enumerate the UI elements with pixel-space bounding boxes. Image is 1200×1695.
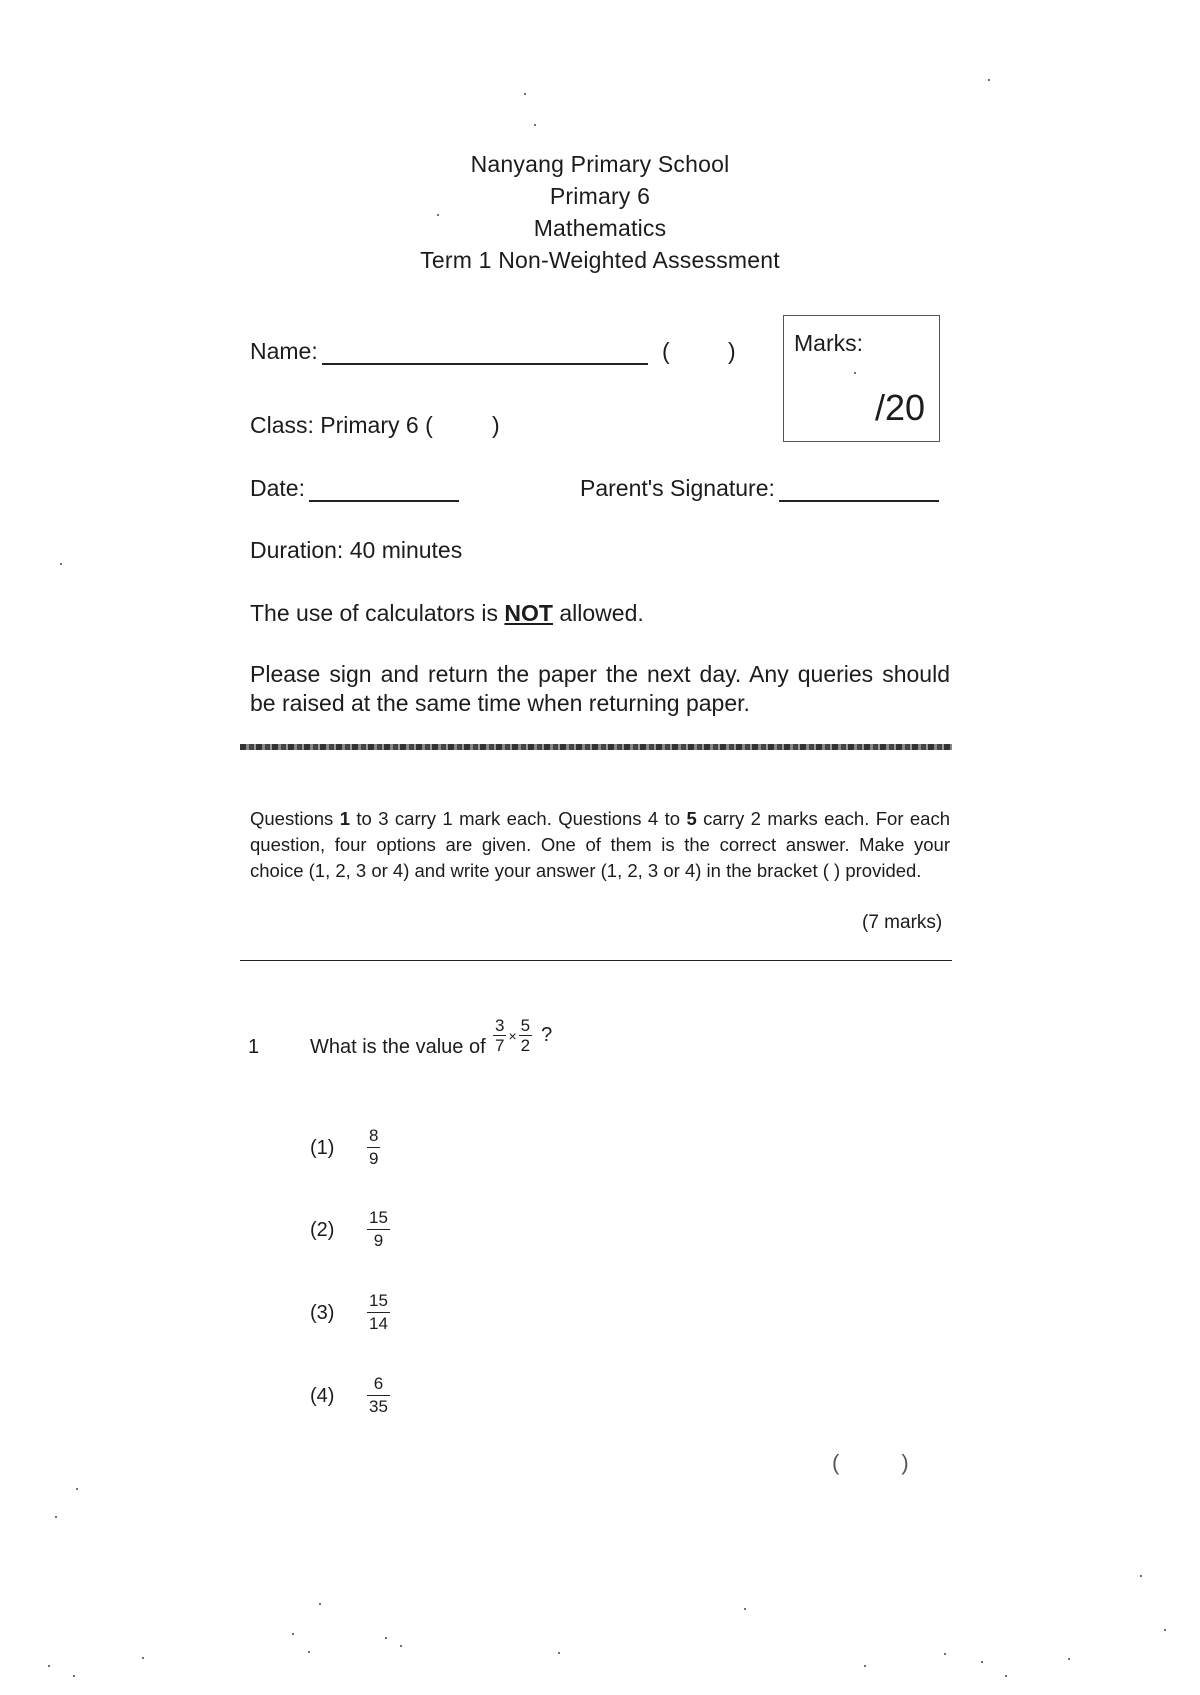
fraction-b-den: 2 <box>520 1036 531 1055</box>
scan-speck <box>558 1652 560 1654</box>
name-field <box>250 338 648 365</box>
question-expression <box>492 1016 552 1055</box>
date-field <box>250 475 459 502</box>
class-close: ) <box>492 412 500 438</box>
marks-label: Marks: <box>794 330 863 356</box>
option-den: 9 <box>367 1229 390 1252</box>
option-num: 6 <box>373 1374 384 1393</box>
option-label: (4) <box>310 1385 335 1407</box>
option-den: 35 <box>369 1397 388 1416</box>
scan-speck <box>385 1637 387 1639</box>
option-num: 15 <box>369 1291 388 1310</box>
fraction-b <box>519 1016 532 1055</box>
calc-text-2: allowed. <box>552 600 644 626</box>
paper-header <box>0 148 1200 276</box>
scan-speck <box>1005 1675 1007 1677</box>
calculator-notice <box>250 600 644 627</box>
scan-speck <box>142 1657 144 1659</box>
question-text: What is the value of <box>310 1036 486 1058</box>
scan-speck <box>864 1665 866 1667</box>
section-divider <box>240 744 952 750</box>
name-label: Name: <box>250 338 318 364</box>
calc-text-1: The use of calculators is <box>250 600 505 626</box>
signature-blank[interactable] <box>779 480 939 502</box>
section-marks: (7 marks) <box>862 912 943 933</box>
instr-text-1: Questions <box>250 808 340 829</box>
level: Primary 6 <box>549 183 651 209</box>
signature-label: Parent's Signature: <box>580 475 775 501</box>
school-name: Nanyang Primary School <box>470 151 730 177</box>
scan-speck <box>988 79 990 81</box>
class-label: Class: Primary 6 ( <box>250 412 433 438</box>
answer-bracket[interactable] <box>832 1450 909 1476</box>
answer-bracket-open: ( <box>832 1450 840 1475</box>
answer-bracket-close: ) <box>901 1450 909 1475</box>
option-fraction <box>367 1207 390 1252</box>
scan-speck <box>308 1651 310 1653</box>
scan-speck <box>73 1675 75 1677</box>
scan-speck <box>944 1653 946 1655</box>
scan-speck <box>76 1488 78 1490</box>
register-number-close: ) <box>728 338 736 364</box>
fraction-a <box>493 1016 506 1055</box>
scan-speck <box>400 1645 402 1647</box>
question-mark: ? <box>541 1024 553 1046</box>
option-label: (1) <box>310 1137 335 1159</box>
scan-speck <box>292 1633 294 1635</box>
fraction-a-num: 3 <box>495 1016 505 1035</box>
scan-speck <box>437 214 439 216</box>
scan-speck <box>1164 1629 1166 1631</box>
fraction-a-den: 7 <box>495 1036 505 1055</box>
subject: Mathematics <box>533 215 667 241</box>
times-sign: × <box>508 1027 517 1044</box>
assessment-title: Term 1 Non-Weighted Assessment <box>420 247 780 273</box>
scan-speck <box>1140 1575 1142 1577</box>
instr-text-2: to 3 carry 1 mark each. Questions 4 to <box>350 808 687 829</box>
option-fraction <box>367 1373 390 1418</box>
signature-field <box>580 475 939 502</box>
calc-not: NOT <box>504 600 553 626</box>
question-number: 1 <box>248 1036 260 1058</box>
instr-q5: 5 <box>686 808 697 829</box>
duration: Duration: 40 minutes <box>250 537 463 563</box>
name-blank[interactable] <box>322 341 648 365</box>
return-notice: Please sign and return the paper the next day. Any queries should be raised at the same time when returning paper. <box>250 661 950 716</box>
scan-speck <box>534 124 536 126</box>
option-den: 14 <box>369 1314 388 1333</box>
option-den: 9 <box>369 1149 379 1168</box>
marks-box <box>783 315 940 442</box>
option-label: (2) <box>310 1219 335 1241</box>
scan-speck <box>854 372 856 374</box>
scan-speck <box>744 1608 746 1610</box>
instr-text-3: carry 2 marks each. For each question, four options are given. One of them is the correct answer. Make your choice (1, 2, 3 or 4) and write your answer (1, 2, 3 or 4) in the bracket ( ) provided. <box>250 808 950 881</box>
option-label: (3) <box>310 1302 335 1324</box>
scan-speck <box>1068 1658 1070 1660</box>
scan-speck <box>524 93 526 95</box>
option-num: 8 <box>369 1126 379 1145</box>
option-fraction <box>367 1125 380 1170</box>
date-blank[interactable] <box>309 480 459 502</box>
question-divider <box>240 960 952 961</box>
option-num: 15 <box>369 1208 388 1227</box>
date-label: Date: <box>250 475 305 501</box>
register-number-open: ( <box>662 338 670 364</box>
scan-speck <box>55 1516 57 1518</box>
marks-total: /20 <box>874 387 925 428</box>
scan-speck <box>319 1603 321 1605</box>
instructions <box>250 806 950 884</box>
instr-q1: 1 <box>339 808 350 829</box>
scan-speck <box>60 563 62 565</box>
scan-speck <box>981 1661 983 1663</box>
option-fraction <box>367 1290 390 1335</box>
scan-speck <box>48 1665 50 1667</box>
fraction-b-num: 5 <box>520 1016 531 1035</box>
